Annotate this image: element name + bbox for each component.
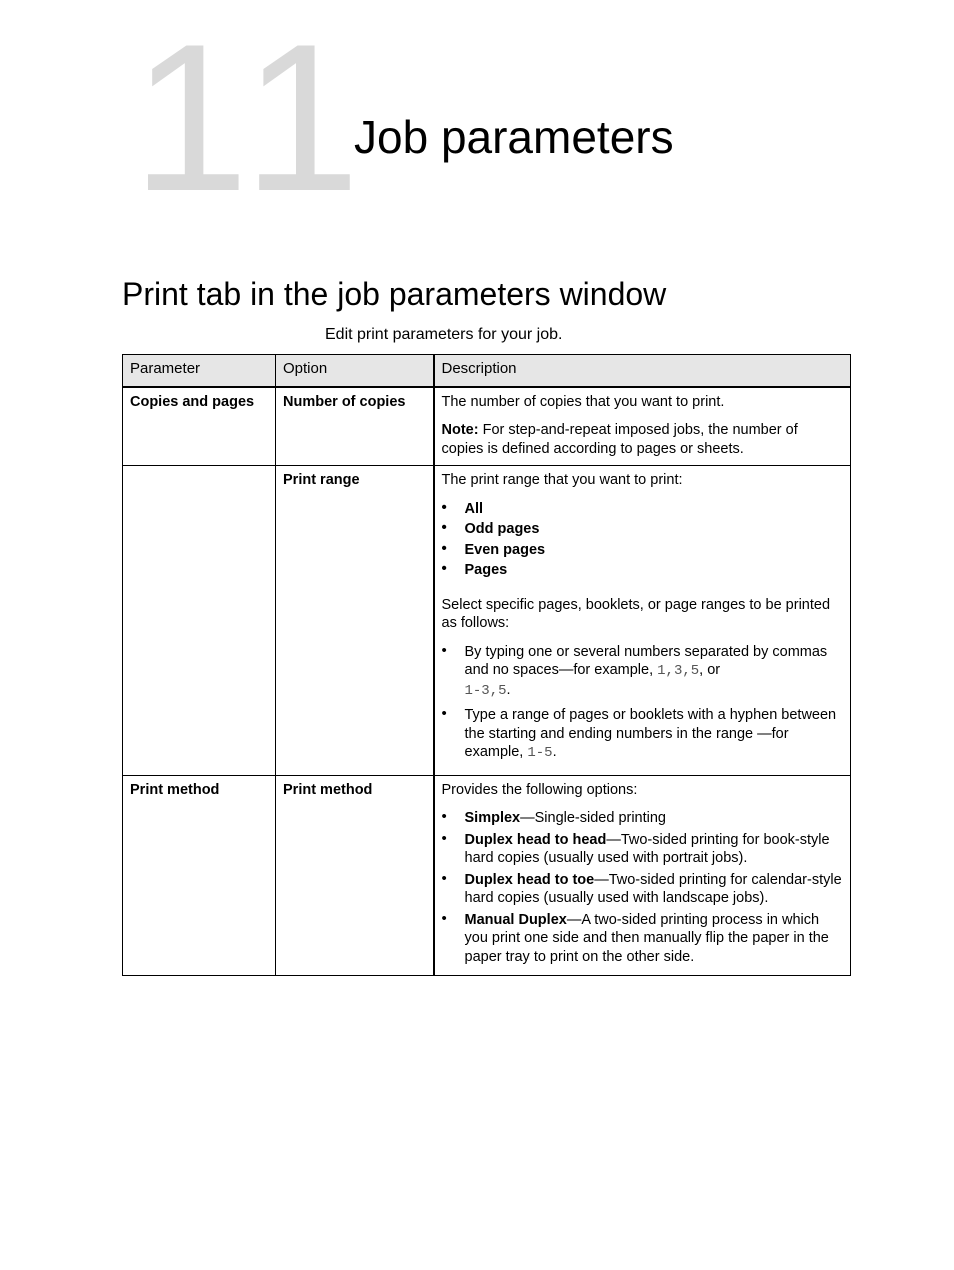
section-title: Print tab in the job parameters window xyxy=(122,276,667,312)
example-code: 1-5 xyxy=(527,745,553,761)
list-item xyxy=(442,809,844,828)
row-parameter: Copies and pages xyxy=(123,387,276,466)
description-text-2: Select specific pages, booklets, or page ranges to be printed as follows: xyxy=(441,596,831,631)
option-name: Duplex head to head xyxy=(464,831,607,848)
option-name: Manual Duplex xyxy=(464,911,567,928)
print-range-list xyxy=(442,500,844,580)
bullet-text: . xyxy=(552,744,557,760)
option-name: Simplex xyxy=(464,810,521,826)
list-item xyxy=(442,643,844,701)
option-name: Duplex head to toe xyxy=(464,871,595,888)
bullet-text: By typing one or several numbers separated by commas and no spaces—for example, xyxy=(464,643,828,678)
row-option: Print range xyxy=(276,466,434,776)
table-row xyxy=(123,387,851,466)
note-text: For step-and-repeat imposed jobs, the number of copies is defined according to pages or sheets. xyxy=(441,422,798,457)
list-item xyxy=(442,831,844,868)
list-item xyxy=(442,706,844,763)
table-row xyxy=(123,775,851,976)
print-method-list xyxy=(442,809,844,966)
bullet-text: Type a range of pages or booklets with a hyphen between the starting and ending numbers in the range —for example, xyxy=(464,707,837,760)
print-parameters-table xyxy=(122,354,851,976)
description-text: The number of copies that you want to print. xyxy=(441,393,725,410)
page-selection-list xyxy=(442,643,844,763)
option-text: —A two-sided printing process in which you print one side and then manually flip the paper in the paper tray to print on the other side. xyxy=(464,911,829,965)
table-header-row xyxy=(123,355,851,387)
note-paragraph xyxy=(442,421,844,458)
row-parameter xyxy=(123,466,276,776)
chapter-number: 11 xyxy=(132,0,370,235)
bullet-text: . xyxy=(506,681,511,698)
table-row xyxy=(123,466,851,776)
row-option: Number of copies xyxy=(276,387,434,466)
option-text: —Single-sided printing xyxy=(520,810,666,826)
row-description xyxy=(434,466,851,776)
section-intro: Edit print parameters for your job. xyxy=(325,326,563,343)
bullet-text: , or xyxy=(699,662,721,678)
header-option: Option xyxy=(276,355,434,387)
chapter-title: Job parameters xyxy=(354,111,674,163)
option-text: —Two-sided printing for book-style hard copies (usually used with portrait jobs). xyxy=(464,831,830,866)
description-text: The print range that you want to print: xyxy=(441,472,683,488)
header-parameter: Parameter xyxy=(123,355,276,387)
example-code: 1,3,5 xyxy=(657,663,700,679)
list-item: • Pages xyxy=(442,561,844,580)
row-parameter: Print method xyxy=(123,775,276,976)
row-option: Print method xyxy=(276,775,434,976)
list-item xyxy=(442,911,844,967)
example-code: 1-3,5 xyxy=(464,682,507,699)
row-description xyxy=(434,775,851,976)
list-item: • Even pages xyxy=(442,541,844,560)
list-item: • All xyxy=(442,500,844,519)
description-text: Provides the following options: xyxy=(441,781,638,798)
option-text: —Two-sided printing for calendar-style hard copies (usually used with landscape jobs). xyxy=(464,871,842,906)
header-description: Description xyxy=(434,355,851,387)
list-item xyxy=(442,871,844,908)
list-item: • Odd pages xyxy=(442,520,844,539)
row-description xyxy=(434,387,851,466)
note-label: Note: xyxy=(441,422,479,438)
